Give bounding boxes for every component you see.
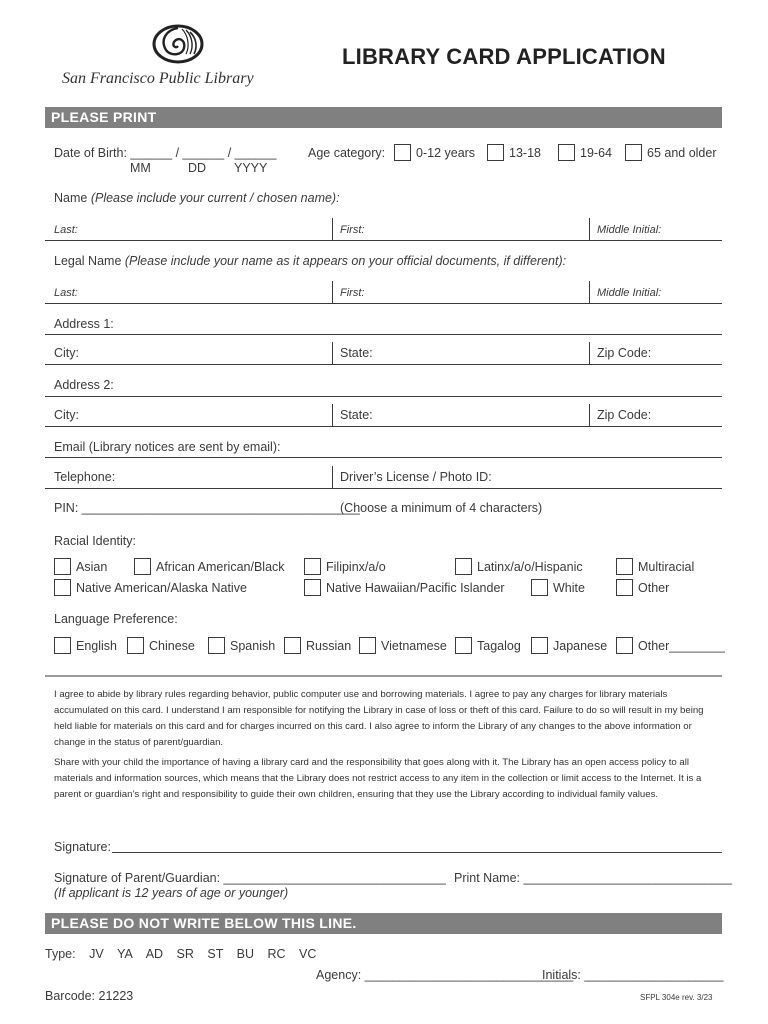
race-other-checkbox[interactable] — [616, 579, 633, 596]
divider — [332, 466, 333, 488]
race-native-american-checkbox[interactable] — [54, 579, 71, 596]
type-label: Type: — [45, 947, 76, 961]
lang-option-label: Chinese — [149, 639, 195, 653]
legal-name-label — [54, 254, 566, 268]
name-hint: (Please include your current / chosen name): — [90, 191, 340, 205]
dob-mm: MM — [130, 161, 151, 175]
terms-paragraph-2: Share with your child the importance of having a library card and the responsibility that goes along with it. The Library has an open access policy to all materials and information sources, which means that the Library does not restrict access to any item in the collection or limit access to the Internet. It is a parent or guardian’s right and responsibility to guide their own children, ensuring that they use the Library according to individual family values. — [54, 757, 702, 800]
dob-label[interactable]: Date of Birth: ______ / ______ / ______ — [54, 146, 277, 160]
race-option-label: Filipinx/a/o — [326, 560, 386, 574]
lang-option-label: Russian — [306, 639, 352, 653]
divider — [589, 342, 590, 364]
lang-english-checkbox[interactable] — [54, 637, 71, 654]
pin-hint: (Choose a minimum of 4 characters) — [340, 501, 543, 515]
signature-line[interactable] — [112, 852, 722, 853]
library-logo — [150, 24, 206, 68]
field-rule — [45, 303, 722, 304]
legal-middle-field[interactable]: Middle Initial: — [597, 287, 662, 299]
legal-name-label-text: Legal Name — [54, 254, 122, 268]
legal-last-field[interactable]: Last: — [54, 287, 78, 299]
type-option: VC — [299, 947, 317, 961]
type-option: JV — [89, 947, 104, 961]
race-white-checkbox[interactable] — [531, 579, 548, 596]
lang-option-label: Other________ — [638, 639, 725, 653]
field-rule — [45, 364, 722, 365]
lang-chinese-checkbox[interactable] — [127, 637, 144, 654]
terms-paragraph-1: I agree to abide by library rules regarding behavior, public computer use and borrowing materials. I agree to pay any charges for library materials accumulated on this card. I understand I am responsible for notifying the Library in case of loss or theft of this card. Failure to do so will result in my being held liable for materials on this card and for charges incurred on this card. I also agree to inform the Library of any changes to the above information or change in the status of parent/guardian. — [54, 689, 704, 748]
lang-vietnamese-checkbox[interactable] — [359, 637, 376, 654]
race-option-label: Asian — [76, 560, 108, 574]
print-name-field[interactable]: Print Name: ______________________________ — [454, 871, 733, 885]
field-rule — [45, 457, 722, 458]
name-middle-field[interactable]: Middle Initial: — [597, 224, 662, 236]
age-option-label: 65 and older — [647, 146, 717, 160]
type-option: RC — [267, 947, 286, 961]
race-multiracial-checkbox[interactable] — [616, 558, 633, 575]
state2-field[interactable]: State: — [340, 408, 373, 422]
office-use-bar: PLEASE DO NOT WRITE BELOW THIS LINE. — [45, 913, 722, 934]
age-category-label: Age category: — [308, 146, 386, 160]
field-rule — [45, 396, 722, 397]
city2-field[interactable]: City: — [54, 408, 79, 422]
divider — [332, 404, 333, 426]
divider — [332, 342, 333, 364]
race-latinx-checkbox[interactable] — [455, 558, 472, 575]
name-first-field[interactable]: First: — [340, 224, 365, 236]
library-name: San Francisco Public Library — [62, 70, 254, 87]
dob-yyyy: YYYY — [234, 161, 268, 175]
divider — [332, 218, 333, 240]
parent-signature-note: (If applicant is 12 years of age or younger) — [54, 886, 289, 900]
type-option: ST — [207, 947, 224, 961]
name-label — [54, 191, 340, 205]
lang-option-label: Spanish — [230, 639, 276, 653]
racial-identity-label: Racial Identity: — [54, 534, 136, 548]
telephone-field[interactable]: Telephone: — [54, 470, 116, 484]
nautilus-logo-icon — [150, 24, 206, 68]
field-rule — [45, 488, 722, 489]
pin-field[interactable]: PIN: ________________________________________ — [54, 501, 360, 515]
race-african-american-checkbox[interactable] — [134, 558, 151, 575]
age-option-label: 19-64 — [580, 146, 612, 160]
address1-field[interactable]: Address 1: — [54, 317, 114, 331]
zip2-field[interactable]: Zip Code: — [597, 408, 652, 422]
race-asian-checkbox[interactable] — [54, 558, 71, 575]
initials-field[interactable]: Initials: ____________________ — [542, 968, 724, 982]
dob-dd: DD — [188, 161, 207, 175]
lang-option-label: Tagalog — [477, 639, 521, 653]
race-option-label: Native Hawaiian/Pacific Islander — [326, 581, 505, 595]
lang-option-label: Vietnamese — [381, 639, 447, 653]
age-65-older-checkbox[interactable] — [625, 144, 642, 161]
legal-first-field[interactable]: First: — [340, 287, 365, 299]
age-19-64-checkbox[interactable] — [558, 144, 575, 161]
signature-label: Signature: — [54, 840, 111, 854]
name-last-field[interactable]: Last: — [54, 224, 78, 236]
type-option: BU — [236, 947, 255, 961]
divider — [589, 281, 590, 303]
state1-field[interactable]: State: — [340, 346, 373, 360]
race-option-label: Native American/Alaska Native — [76, 581, 247, 595]
age-0-12-checkbox[interactable] — [394, 144, 411, 161]
race-option-label: African American/Black — [156, 560, 285, 574]
race-option-label: Other — [638, 581, 670, 595]
field-rule — [45, 334, 722, 335]
race-native-hawaiian-checkbox[interactable] — [304, 579, 321, 596]
divider — [589, 218, 590, 240]
lang-other-checkbox[interactable] — [616, 637, 633, 654]
address2-field[interactable]: Address 2: — [54, 378, 114, 392]
city1-field[interactable]: City: — [54, 346, 79, 360]
lang-russian-checkbox[interactable] — [284, 637, 301, 654]
field-rule — [45, 426, 722, 427]
type-option: AD — [145, 947, 164, 961]
agency-field[interactable]: Agency: ______________________________ — [316, 968, 574, 982]
field-rule — [45, 240, 722, 241]
type-row — [45, 947, 316, 961]
form-id: SFPL 304e rev. 3/23 — [640, 993, 713, 1002]
divider — [332, 281, 333, 303]
terms-text — [54, 687, 714, 803]
lang-option-label: English — [76, 639, 117, 653]
form-title: LIBRARY CARD APPLICATION — [342, 44, 666, 69]
name-label-text: Name — [54, 191, 88, 205]
race-filipinx-checkbox[interactable] — [304, 558, 321, 575]
lang-spanish-checkbox[interactable] — [208, 637, 225, 654]
lang-option-label: Japanese — [553, 639, 608, 653]
zip1-field[interactable]: Zip Code: — [597, 346, 652, 360]
language-label: Language Preference: — [54, 612, 178, 626]
age-13-18-checkbox[interactable] — [487, 144, 504, 161]
type-option: YA — [117, 947, 133, 961]
lang-japanese-checkbox[interactable] — [531, 637, 548, 654]
divider — [589, 404, 590, 426]
please-print-bar: PLEASE PRINT — [45, 107, 722, 128]
race-option-label: White — [553, 581, 585, 595]
age-option-label: 0-12 years — [416, 146, 476, 160]
license-field[interactable]: Driver’s License / Photo ID: — [340, 470, 492, 484]
race-option-label: Multiracial — [638, 560, 695, 574]
lang-tagalog-checkbox[interactable] — [455, 637, 472, 654]
section-divider — [45, 675, 722, 677]
barcode-label: Barcode: 21223 — [45, 989, 134, 1003]
parent-signature-field[interactable]: Signature of Parent/Guardian: ________________________________ — [54, 871, 447, 885]
age-option-label: 13-18 — [509, 146, 541, 160]
legal-name-hint: (Please include your name as it appears on your official documents, if different): — [124, 254, 567, 268]
race-option-label: Latinx/a/o/Hispanic — [477, 560, 583, 574]
email-field[interactable]: Email (Library notices are sent by email): — [54, 440, 281, 454]
type-option: SR — [176, 947, 194, 961]
